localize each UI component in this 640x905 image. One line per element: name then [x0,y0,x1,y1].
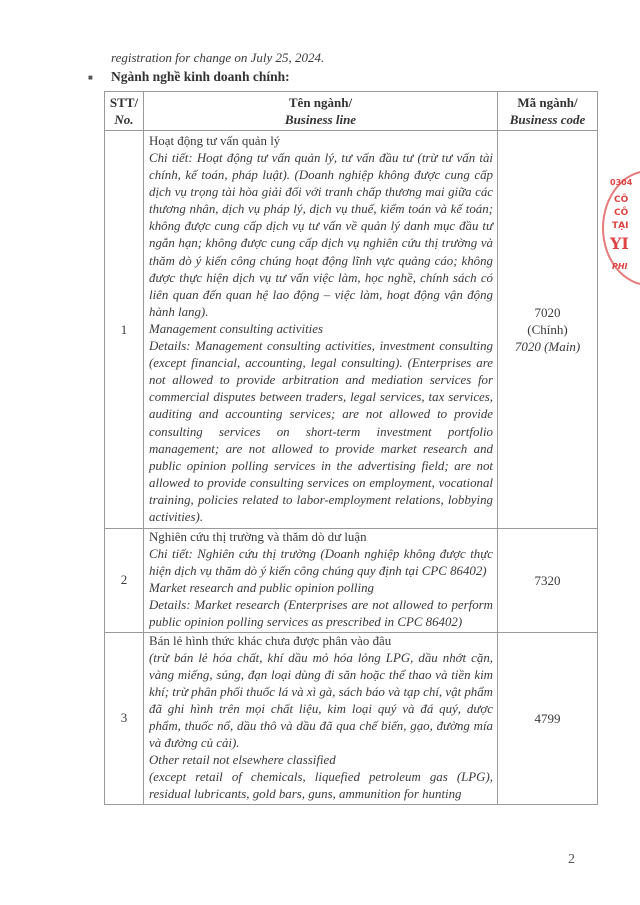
section-heading: Ngành nghề kinh doanh chính: [111,69,290,84]
bullet-icon: ■ [88,73,93,82]
detail-vi: (trừ bán lẻ hóa chất, khí dầu mỏ hóa lỏng LPG, dầu nhớt cặn, vàng miếng, súng, đạn loại dùng đi săn hoặc thể thao và tiền kim khí; trừ phân phối thuốc lá và xì gà, sách báo và tạp chí, vật phẩm đã ghi hình trên mọi chất liệu, kim loại quý và đá quý, dược phẩm, thuốc nổ, dầu thô và dầu đã qua chế biến, gạo, đường mía và đường củ cải). [149,650,493,751]
name-en: Market research and public opinion polling [149,581,374,596]
business-lines-table [104,91,598,805]
detail-vi: Chi tiết: Hoạt động tư vấn quản lý, tư vấn đầu tư (trừ tư vấn tài chính, kế toán, pháp luật). (Doanh nghiệp không được cung cấp dịch vụ trọng tài hòa giải đối với tranh chấp thương mai giữa các thương nhân, dịch vụ pháp lý, dịch vụ thuế, kiểm toán và kế toán; không được cung cấp dịch vụ tư vấn về quản lý danh mục đầu tư ngắn hạn; không được cung cấp dịch vụ nghiên cứu thị trường và thăm dò ý kiến công chúng hoạt động lĩnh vực quảng cáo; không được thực hiện dịch vụ tư vấn việc làm, học nghề, chính sách có liên quan đến quan hệ lao động – việc làm, hoạt động vận động hành lang). [149,151,493,319]
name-en: Other retail not elsewhere classified [149,753,336,768]
intro-line: registration for change on July 25, 2024. [111,50,325,65]
detail-en: Details: Market research (Enterprises are not allowed to perform public opinion polling services as prescribed in CPC 86402) [149,598,493,630]
row-business-line [144,131,498,529]
header-no: STT/ No. [105,92,144,131]
detail-en: (except retail of chemicals, liquefied petroleum gas (LPG), residual lubricants, gold bars, guns, ammunition for hunting [149,770,493,802]
table-row [105,529,598,633]
row-no: 1 [105,131,144,529]
name-en: Management consulting activities [149,321,323,336]
row-business-line [144,632,498,804]
table-header-row [105,92,598,131]
table-row [105,632,598,804]
row-code: 4799 [498,632,598,804]
name-vi: Nghiên cứu thị trường và thăm dò dư luận [149,530,367,544]
header-business-line: Tên ngành/ Business line [144,92,498,131]
company-seal-stamp: 0304 CÔ CÔ TẠI YI PHI [602,170,640,290]
header-business-code: Mã ngành/ Business code [498,92,598,131]
row-business-line [144,529,498,633]
name-vi: Hoạt động tư vấn quản lý [149,133,281,148]
row-no: 3 [105,632,144,804]
detail-en: Details: Management consulting activities, investment consulting (except financial, accounting, legal consulting). (Enterprises are not allowed to provide arbitration and mediation services for commercial disputes between traders, legal services, tax services, auditing and accounting services; are not allowed to provide consulting services on short-term investment portfolio management; are not allowed to provide market research and public opinion polling services in the advertising field; are not allowed to provide consulting services on employment, vocational training, policies related to labor-employment relations, lobbying activities). [149,339,493,524]
row-no: 2 [105,529,144,633]
row-code: 7020 (Chính) 7020 (Main) [498,131,598,529]
detail-vi: Chi tiết: Nghiên cứu thị trường (Doanh nghiệp không được thực hiện dịch vụ thăm dò ý kiến công chúng quy định tại CPC 86402) [149,547,493,579]
row-code: 7320 [498,529,598,633]
table-row [105,131,598,529]
page-number: 2 [568,852,575,867]
name-vi: Bán lẻ hình thức khác chưa được phân vào đâu [149,633,392,648]
